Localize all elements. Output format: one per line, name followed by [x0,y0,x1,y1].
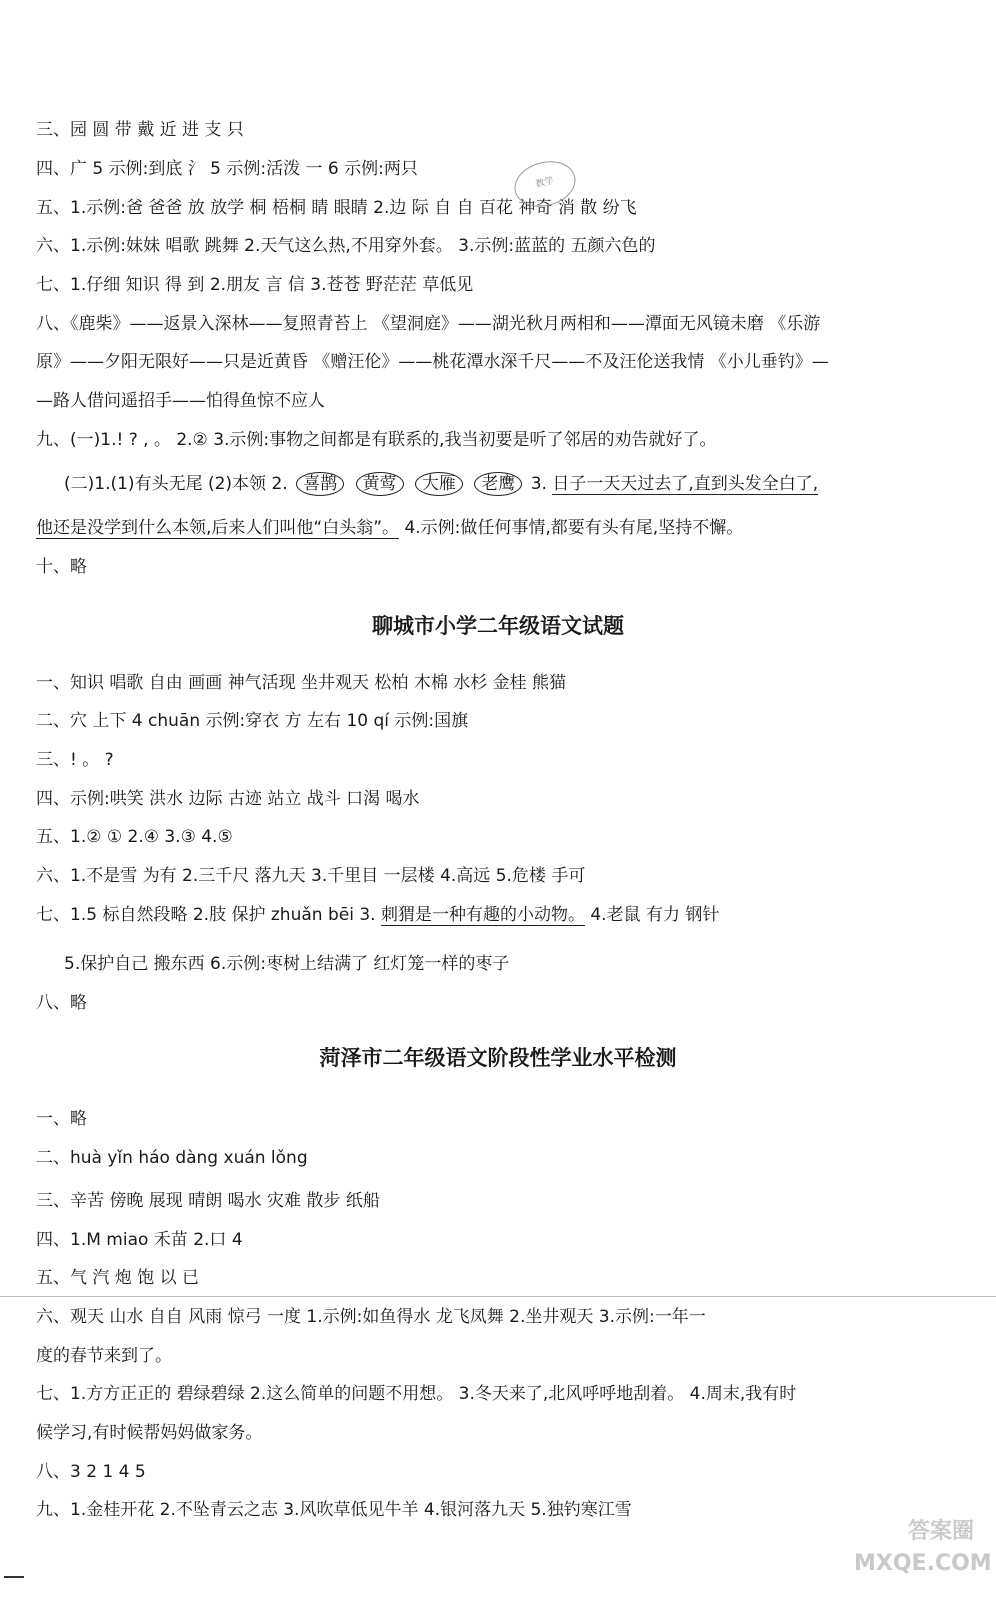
answer-line-4: 四、广 5 示例:到底 氵 5 示例:活泼 一 6 示例:两只 [36,159,418,179]
s3-line-8: 八、3 2 1 4 5 [36,1462,146,1482]
s3-line-3: 三、辛苦 傍晚 展现 晴朗 喝水 灾难 散步 纸船 [36,1191,380,1211]
s2-line-3: 三、! 。 ? [36,750,114,770]
line-9c-rest: 4.示例:做任何事情,都要有头有尾,坚持不懈。 [404,518,744,538]
s3-line-9: 九、1.金桂开花 2.不坠青云之志 3.风吹草低见牛羊 4.银河落九天 5.独钓寒江雪 [36,1500,632,1520]
section-3-title: 菏泽市二年级语文阶段性学业水平检测 [319,1046,677,1070]
s2-line-1: 一、知识 唱歌 自由 画画 神气活现 坐井观天 松柏 木棉 水杉 金桂 熊猫 [36,673,567,693]
circled-word-1: 喜鹊 [296,472,344,496]
answer-line-3: 三、园 圆 带 戴 近 进 支 只 [36,120,244,140]
s3-line-4: 四、1.M miao 禾苗 2.口 4 [36,1230,243,1250]
s2-line-7-rest: 4.老鼠 有力 钢针 [590,905,720,925]
scan-fold-line [0,1296,996,1297]
s2-line-7b: 5.保护自己 搬东西 6.示例:枣树上结满了 红灯笼一样的枣子 [64,954,510,974]
answer-line-9c [36,516,976,540]
section-2-title: 聊城市小学二年级语文试题 [372,614,624,638]
circled-word-2: 黄莺 [356,472,404,496]
line-9b-q3: 3. [530,474,547,494]
s3-line-7a: 七、1.方方正正的 碧绿碧绿 2.这么简单的问题不用想。 3.冬天来了,北风呼呼地刮着。 4.周末,我有时 [36,1384,797,1404]
line-9b-prefix: (二)1.(1)有头无尾 (2)本领 2. [64,474,288,494]
underlined-sentence-1: 日子一天天过去了,直到头发全白了, [552,474,819,494]
s2-line-8: 八、略 [36,993,87,1013]
ink-stamp: 教学 [509,155,580,214]
watermark-logo: 答案圈 MXQE.COM [854,1519,992,1576]
s3-line-2: 二、huà yǐn háo dàng xuán lǒng [36,1148,308,1168]
s2-line-7 [36,903,976,927]
s3-line-7b: 候学习,有时候帮妈妈做家务。 [36,1423,263,1443]
s2-line-4: 四、示例:哄笑 洪水 边际 古迹 站立 战斗 口渴 喝水 [36,789,420,809]
s2-line-5: 五、1.② ① 2.④ 3.③ 4.⑤ [36,827,233,847]
s2-line-6: 六、1.不是雪 为有 2.三千尺 落九天 3.千里目 一层楼 4.高远 5.危楼 手可 [36,866,586,886]
s2-line-7-prefix: 七、1.5 标自然段略 2.肢 保护 zhuǎn bēi 3. [36,905,376,925]
s3-line-1: 一、略 [36,1109,87,1129]
s3-line-5: 五、气 汽 炮 饱 以 已 [36,1268,200,1288]
answer-line-6: 六、1.示例:妹妹 唱歌 跳舞 2.天气这么热,不用穿外套。 3.示例:蓝蓝的 五颜六色的 [36,236,656,256]
s2-line-2: 二、穴 上下 4 chuān 示例:穿衣 方 左右 10 qí 示例:国旗 [36,711,469,731]
answer-line-8b: 原》——夕阳无限好——只是近黄昏 《赠汪伦》——桃花潭水深千尺——不及汪伦送我情 《小儿垂钓》— [36,352,829,372]
s3-line-6a: 六、观天 山水 自自 风雨 惊弓 一度 1.示例:如鱼得水 龙飞凤舞 2.坐井观天 3.示例:一年一 [36,1307,706,1327]
underlined-sentence-2: 他还是没学到什么本领,后来人们叫他“白头翁”。 [36,518,400,538]
answer-line-9: 九、(一)1.! ? , 。 2.② 3.示例:事物之间都是有联系的,我当初要是听了邻居的劝告就好了。 [36,430,717,450]
answer-line-8c: —路人借问遥招手——怕得鱼惊不应人 [36,391,325,411]
answer-line-10: 十、略 [36,557,87,577]
answer-line-9b [64,472,976,496]
circled-word-3: 大雁 [415,472,463,496]
answer-line-7: 七、1.仔细 知识 得 到 2.朋友 言 信 3.苍苍 野茫茫 草低见 [36,275,474,295]
underlined-sentence-3: 刺猬是一种有趣的小动物。 [380,905,585,925]
page-edge-mark [4,1576,24,1578]
answer-line-5: 五、1.示例:爸 爸爸 放 放学 桐 梧桐 睛 眼睛 2.边 际 自 自 百花 神奇 消 散 纷飞 [36,198,637,218]
answer-line-8a: 八、《鹿柴》——返景入深林——复照青苔上 《望洞庭》——湖光秋月两相和——潭面无风镜未磨 《乐游 [36,314,821,334]
circled-word-4: 老鹰 [474,472,522,496]
s3-line-6b: 度的春节来到了。 [36,1346,172,1366]
